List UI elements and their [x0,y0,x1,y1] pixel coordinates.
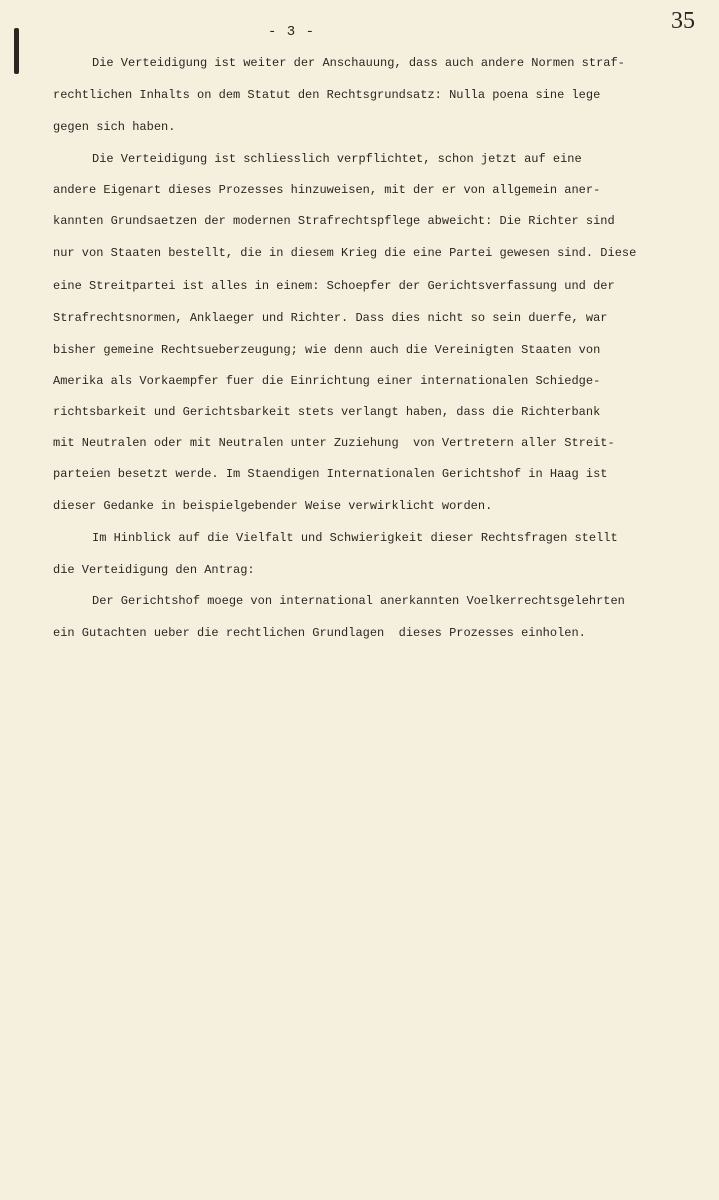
text-line: ein Gutachten ueber die rechtlichen Grundlagen dieses Prozesses einholen. [53,626,586,640]
text-line: Die Verteidigung ist weiter der Anschauung, dass auch andere Normen straf- [92,56,625,70]
text-line: Strafrechtsnormen, Anklaeger und Richter. Dass dies nicht so sein duerfe, war [53,311,608,325]
text-line: Amerika als Vorkaempfer fuer die Einrichtung einer internationalen Schiedge- [53,374,601,388]
page-number: - 3 - [268,24,316,40]
text-line: Im Hinblick auf die Vielfalt und Schwierigkeit dieser Rechtsfragen stellt [92,531,618,545]
text-line: gegen sich haben. [53,120,176,134]
folio-number: 35 [671,8,695,34]
text-line: Der Gerichtshof moege von international anerkannten Voelkerrechtsgelehrten [92,594,625,608]
text-line: andere Eigenart dieses Prozesses hinzuweisen, mit der er von allgemein aner- [53,183,601,197]
text-line: eine Streitpartei ist alles in einem: Schoepfer der Gerichtsverfassung und der [53,279,615,293]
text-line: nur von Staaten bestellt, die in diesem Krieg die eine Partei gewesen sind. Diese [53,246,637,260]
margin-mark [14,28,19,74]
text-line: dieser Gedanke in beispielgebender Weise verwirklicht worden. [53,499,493,513]
text-line: mit Neutralen oder mit Neutralen unter Zuziehung von Vertretern aller Streit- [53,436,615,450]
text-line: die Verteidigung den Antrag: [53,563,255,577]
text-line: kannten Grundsaetzen der modernen Strafrechtspflege abweicht: Die Richter sind [53,214,615,228]
text-line: bisher gemeine Rechtsueberzeugung; wie denn auch die Vereinigten Staaten von [53,343,601,357]
text-line: parteien besetzt werde. Im Staendigen Internationalen Gerichtshof in Haag ist [53,467,608,481]
text-line: rechtlichen Inhalts on dem Statut den Rechtsgrundsatz: Nulla poena sine lege [53,88,601,102]
text-line: Die Verteidigung ist schliesslich verpflichtet, schon jetzt auf eine [92,152,582,166]
text-line: richtsbarkeit und Gerichtsbarkeit stets verlangt haben, dass die Richterbank [53,405,601,419]
